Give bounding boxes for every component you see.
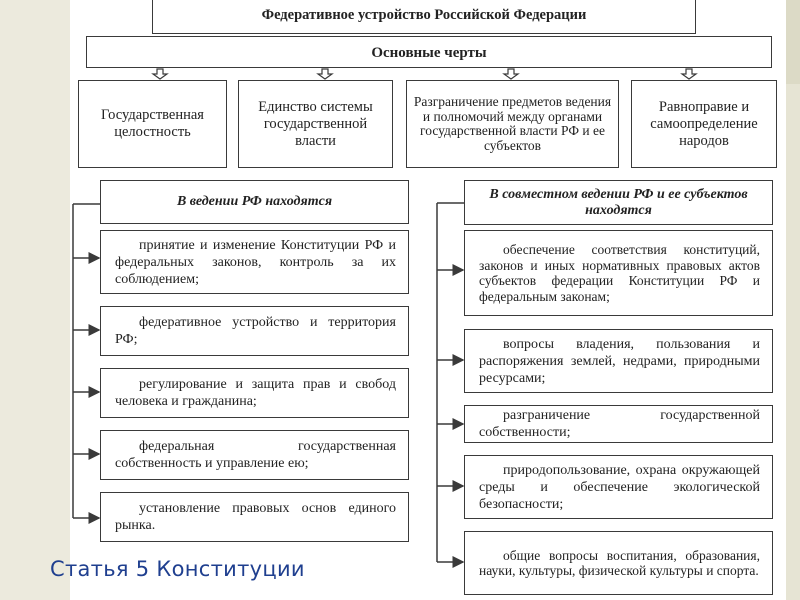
left-header-box: В ведении РФ находятся bbox=[100, 180, 409, 224]
right-item-box bbox=[464, 531, 773, 595]
left-item-text: федеративное устройство и территория РФ; bbox=[115, 315, 396, 347]
right-item-text: природопользование, охрана окружающей среды и обеспечение экологической безопасности; bbox=[479, 462, 760, 512]
feature-label: Разграничение предметов ведения и полномочий между органами государственной власти РФ и ее субъектов bbox=[413, 94, 612, 153]
right-item-box bbox=[464, 405, 773, 443]
right-item-box bbox=[464, 230, 773, 316]
feature-box-equality bbox=[631, 80, 777, 168]
right-header-box: В совместном ведении РФ и ее субъектов находятся bbox=[464, 180, 773, 225]
left-item-box bbox=[100, 306, 409, 356]
feature-box-integrity bbox=[78, 80, 227, 168]
feature-label: Равноправие и самоопределение народов bbox=[650, 98, 758, 149]
left-item-text: установление правовых основ единого рынка. bbox=[115, 501, 396, 533]
left-item-text: федеральная государственная собственность и управление ею; bbox=[115, 439, 396, 471]
left-item-text: принятие и изменение Конституции РФ и федеральных законов, контроль за их соблюдением; bbox=[115, 237, 396, 287]
right-item-text: обеспечение соответствия конституций, законов и иных нормативных правовых актов субъектов федерации Конституции РФ и федеральным законам; bbox=[479, 242, 760, 304]
feature-label: Единство системы государственной власти bbox=[258, 98, 373, 149]
right-item-box bbox=[464, 329, 773, 393]
left-item-text: регулирование и защита прав и свобод человека и гражданина; bbox=[115, 377, 396, 409]
feature-label: Государственная целостность bbox=[101, 107, 204, 140]
right-item-text: общие вопросы воспитания, образования, науки, культуры, физической культуры и спорта. bbox=[479, 547, 760, 578]
feature-arrows bbox=[153, 69, 696, 79]
left-item-box bbox=[100, 492, 409, 542]
diagram-title: Федеративное устройство Российской Федерации bbox=[152, 0, 696, 34]
left-item-box bbox=[100, 368, 409, 418]
right-item-text: вопросы владения, пользования и распоряжения землей, недрами, природными ресурсами; bbox=[479, 336, 760, 386]
main-features-box: Основные черты bbox=[86, 36, 772, 68]
left-item-box bbox=[100, 230, 409, 294]
feature-box-delimitation bbox=[406, 80, 619, 168]
right-item-text: разграничение государственной собственности; bbox=[479, 408, 760, 440]
right-item-box bbox=[464, 455, 773, 519]
left-item-box bbox=[100, 430, 409, 480]
slide-caption: Статья 5 Конституции bbox=[50, 557, 305, 581]
feature-box-unity bbox=[238, 80, 393, 168]
